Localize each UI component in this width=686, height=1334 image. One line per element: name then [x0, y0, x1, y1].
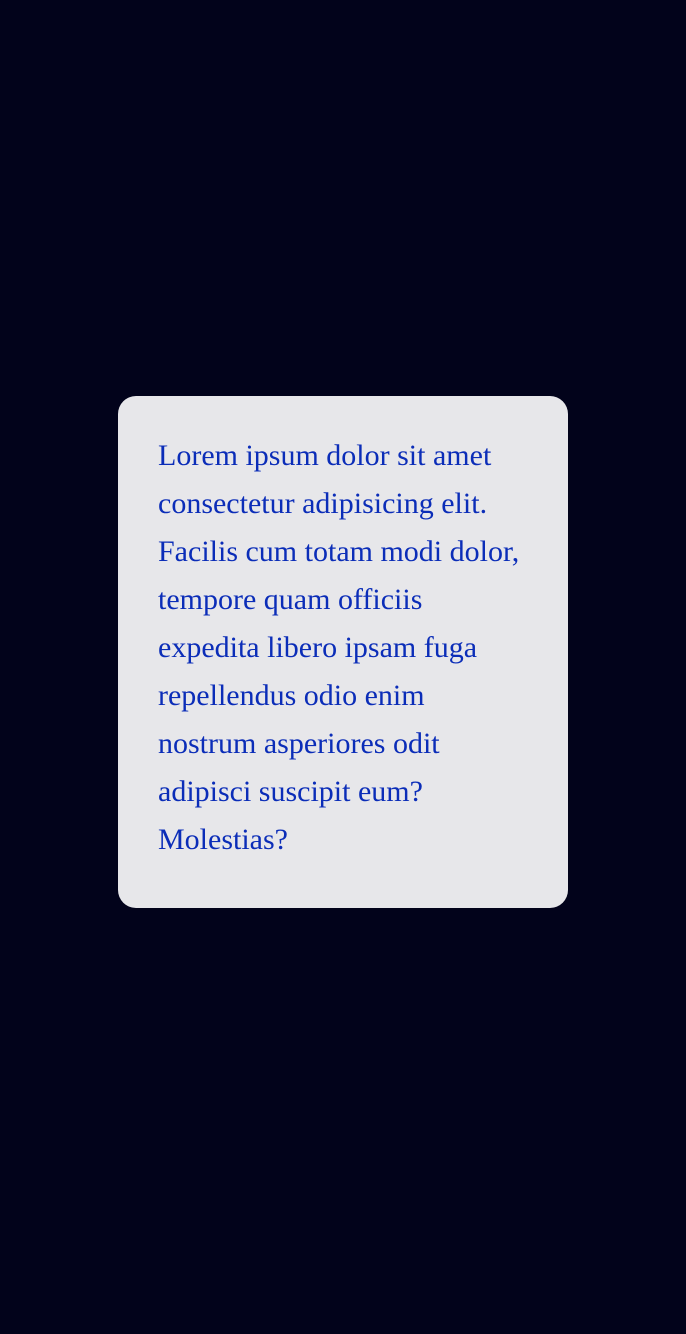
text-card: [118, 396, 568, 908]
card-text: Lorem ipsum dolor sit amet consectetur adipisicing elit. Facilis cum totam modi dolor, tempore quam officiis expedita libero ipsam fuga repellendus odio enim nostrum asperiores odit adipisci suscipit eum? Molestias?: [158, 439, 520, 856]
